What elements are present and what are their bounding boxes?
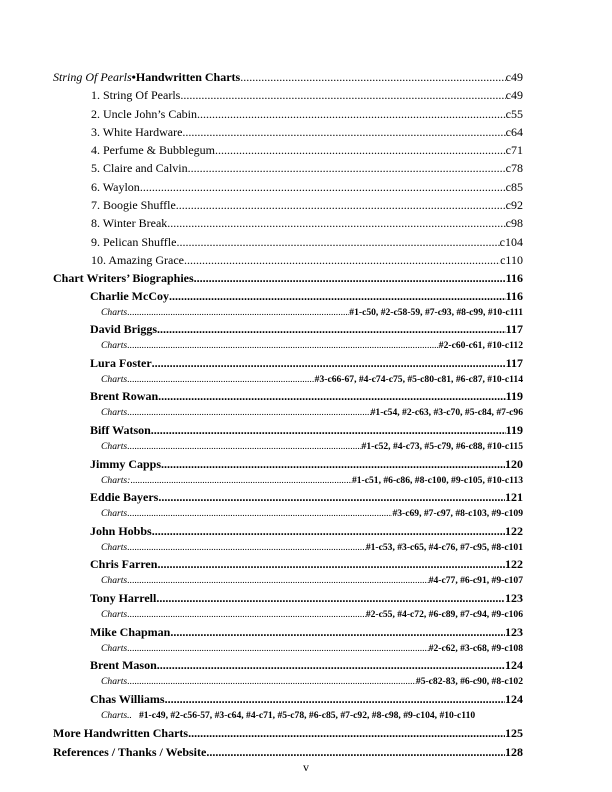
page-number: c64 (505, 124, 523, 139)
bio-charts-line (53, 506, 523, 523)
dot-leader (127, 607, 366, 624)
charts-label: Charts (101, 440, 128, 452)
chart-references: #3-c66-67, #4-c74-c75, #5-c80-c81, #6-c87, #10-c114 (314, 373, 523, 385)
bio-charts-line (53, 641, 523, 658)
toc-bio-entry[interactable] (53, 657, 523, 674)
toc-bio-entry[interactable] (53, 624, 523, 641)
chart-references: #1-c53, #3-c65, #4-c76, #7-c95, #8-c101 (365, 541, 523, 553)
page-number: 117 (505, 355, 523, 370)
chart-references: #2-c62, #3-c68, #9-c108 (428, 642, 523, 654)
song-title: 1. String Of Pearls (91, 88, 181, 103)
dot-leader (157, 321, 506, 338)
toc-bio-entry[interactable] (53, 691, 523, 708)
chart-references: #1-c49, #2-c56-57, #3-c64, #4-c71, #5-c78, #6-c85, #7-c92, #8-c98, #9-c104, #10-c110 (138, 709, 476, 721)
toc-song-entry[interactable] (53, 86, 523, 104)
dot-leader (158, 489, 505, 506)
dot-leader (127, 439, 361, 456)
toc-bio-entry[interactable] (53, 489, 523, 506)
page-number: 117 (505, 322, 523, 337)
toc-bio-entry[interactable] (53, 590, 523, 607)
page-number: 116 (505, 271, 523, 286)
dot-leader (127, 405, 370, 422)
song-title: 6. Waylon (91, 179, 140, 194)
dot-leader (151, 422, 506, 439)
charts-label: Charts (101, 407, 128, 419)
page-number: c55 (505, 106, 523, 121)
dot-leader (152, 355, 506, 372)
song-title: 8. Winter Break (91, 216, 168, 231)
toc-bio-entry[interactable] (53, 523, 523, 540)
charts-label: Charts (101, 642, 128, 654)
dot-leader (215, 141, 506, 159)
bio-name: Chas Williams (90, 691, 165, 706)
section-title-rest: Handwritten Charts (135, 70, 241, 84)
charts-label: Charts (101, 508, 128, 520)
dot-leader (127, 674, 416, 691)
page-number: c85 (505, 179, 523, 194)
chart-references: #1-c52, #4-c73, #5-c79, #6-c88, #10-c115 (361, 440, 523, 452)
bio-charts-line (53, 439, 523, 456)
dot-leader (157, 657, 505, 674)
page-number: 128 (505, 744, 523, 759)
charts-label: Charts: (101, 474, 131, 486)
page-number: 122 (505, 557, 523, 572)
toc-song-entry[interactable] (53, 123, 523, 141)
page-number: 124 (505, 691, 523, 706)
charts-label: Charts (101, 676, 128, 688)
page-number: 123 (505, 590, 523, 605)
toc-song-entry[interactable] (53, 105, 523, 123)
page-number: c78 (505, 161, 523, 176)
section-title-italic: String Of Pearls (53, 70, 132, 84)
dot-leader (127, 641, 429, 658)
chart-references: #3-c69, #7-c97, #8-c103, #9-c109 (392, 508, 523, 520)
toc-bio-entry[interactable] (53, 321, 523, 338)
bio-name: Tony Harrell (90, 590, 157, 605)
toc-section-entry[interactable] (53, 724, 523, 742)
bio-name: Brent Mason (90, 658, 157, 673)
toc-bio-entry[interactable] (53, 422, 523, 439)
dot-leader (156, 590, 505, 607)
bio-name: John Hobbs (90, 523, 152, 538)
song-title: 4. Perfume & Bubblegum (91, 143, 215, 158)
dot-leader (127, 372, 315, 389)
page-number: c71 (505, 143, 523, 158)
bio-charts-line (53, 338, 523, 355)
dot-leader (161, 456, 505, 473)
bio-charts-line (53, 405, 523, 422)
page-number: 119 (505, 422, 523, 437)
charts-label: Charts (101, 306, 128, 318)
charts-label: Charts (101, 608, 128, 620)
chart-references: #2-c60-c61, #10-c112 (438, 340, 523, 352)
toc-song-entry[interactable] (53, 233, 523, 251)
chart-references: #4-c77, #6-c91, #9-c107 (428, 575, 523, 587)
dot-leader (127, 506, 392, 523)
toc-bio-entry[interactable] (53, 355, 523, 372)
page-number: c98 (505, 216, 523, 231)
toc-bio-entry[interactable] (53, 456, 523, 473)
song-title: 5. Claire and Calvin (91, 161, 188, 176)
bio-name: Chris Farren (90, 557, 158, 572)
dot-leader (152, 523, 505, 540)
dot-leader (130, 473, 352, 490)
page-number: 122 (505, 523, 523, 538)
toc-bio-entry[interactable] (53, 556, 523, 573)
chart-references: #5-c82-83, #6-c90, #8-c102 (415, 676, 523, 688)
bio-charts-line (53, 607, 523, 624)
dot-leader (157, 556, 505, 573)
page-number: 124 (505, 658, 523, 673)
bio-charts-line (53, 305, 523, 322)
section-title: References / Thanks / Website (53, 744, 207, 759)
bio-charts-line (53, 540, 523, 557)
dot-leader (194, 269, 506, 287)
bio-charts-line (53, 372, 523, 389)
page-number: 125 (505, 726, 523, 741)
dot-leader (176, 233, 499, 251)
dot-leader (127, 540, 366, 557)
chart-references: #1-c54, #2-c63, #3-c70, #5-c84, #7-c96 (370, 407, 523, 419)
bio-charts-line (53, 573, 523, 590)
table-of-contents (53, 68, 523, 761)
toc-song-entry[interactable] (53, 178, 523, 196)
dot-leader (140, 178, 506, 196)
song-title: 9. Pelican Shuffle (91, 234, 177, 249)
bio-charts-line (53, 473, 523, 490)
dot-leader (127, 305, 349, 322)
dot-leader (188, 159, 506, 177)
page-number: 123 (505, 624, 523, 639)
toc-bio-entry[interactable] (53, 288, 523, 305)
page-number: 120 (505, 456, 523, 471)
toc-song-entry[interactable] (53, 251, 523, 269)
dot-leader (158, 388, 506, 405)
bio-name: Mike Chapman (90, 624, 171, 639)
dot-leader (127, 573, 429, 590)
bio-charts-line (53, 674, 523, 691)
charts-label: Charts.. (101, 709, 132, 721)
bio-name: Biff Watson (90, 422, 151, 437)
dot-leader (206, 743, 505, 761)
song-title: 7. Boogie Shuffle (91, 198, 176, 213)
chart-references: #2-c55, #4-c72, #6-c89, #7-c94, #9-c106 (365, 608, 523, 620)
dot-leader (240, 68, 505, 86)
page-number: c92 (505, 198, 523, 213)
page-number: 121 (505, 490, 523, 505)
toc-section-biographies[interactable] (53, 269, 523, 287)
toc-section-string-of-pearls[interactable] (53, 68, 523, 86)
toc-bio-entry[interactable] (53, 388, 523, 405)
dot-leader (180, 86, 505, 104)
song-title: 3. White Hardware (91, 124, 183, 139)
bio-charts-line (53, 708, 523, 725)
dot-leader (184, 251, 500, 269)
bio-name: Charlie McCoy (90, 288, 169, 303)
bio-name: David Briggs (90, 322, 158, 337)
section-title: More Handwritten Charts (53, 726, 189, 741)
dot-leader (182, 123, 505, 141)
toc-song-entry[interactable] (53, 141, 523, 159)
section-title: Chart Writers’ Biographies (53, 271, 194, 286)
song-title: 2. Uncle John’s Cabin (91, 106, 197, 121)
chart-references: #1-c50, #2-c58-59, #7-c93, #8-c99, #10-c111 (349, 306, 523, 318)
bio-name: Lura Foster (90, 355, 152, 370)
dot-leader (169, 288, 506, 305)
bio-name: Brent Rowan (90, 389, 159, 404)
toc-section-entry[interactable] (53, 743, 523, 761)
dot-leader (165, 691, 505, 708)
charts-label: Charts (101, 575, 128, 587)
section-title-bullet: • (131, 70, 136, 84)
charts-label: Charts (101, 373, 128, 385)
page-footer-number: v (303, 760, 309, 774)
toc-song-entry[interactable] (53, 214, 523, 232)
bio-name: Jimmy Capps (90, 456, 162, 471)
dot-leader (167, 214, 505, 232)
dot-leader (170, 624, 505, 641)
charts-label: Charts (101, 541, 128, 553)
song-title: 10. Amazing Grace (91, 252, 184, 267)
dot-leader (176, 196, 506, 214)
bio-name: Eddie Bayers (90, 490, 159, 505)
charts-label: Charts (101, 340, 128, 352)
page-number: 119 (505, 389, 523, 404)
page-number: c110 (500, 252, 523, 267)
page-number: 116 (505, 288, 523, 303)
toc-song-entry[interactable] (53, 196, 523, 214)
chart-references: #1-c51, #6-c86, #8-c100, #9-c105, #10-c113 (351, 474, 523, 486)
page-number: c104 (499, 234, 523, 249)
page-number: c49 (505, 70, 523, 84)
page-number: c49 (505, 88, 523, 103)
toc-song-entry[interactable] (53, 159, 523, 177)
dot-leader (197, 105, 506, 123)
dot-leader (188, 724, 505, 742)
dot-leader (127, 338, 439, 355)
